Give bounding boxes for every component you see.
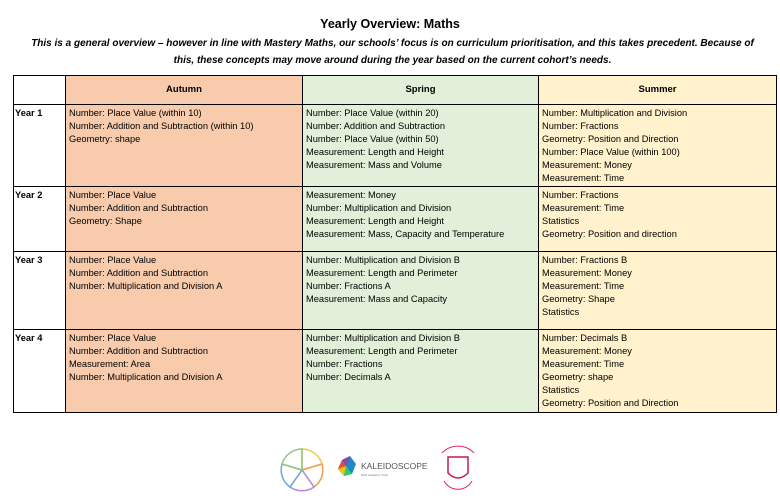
topic: Number: Multiplication and Division B [306,333,460,344]
topic: Number: Fractions [542,190,619,201]
page-subtitle: This is a general overview – however in line with Mastery Maths, our schools’ focus is on curriculum prioritisation, and this takes precedent. Because of this, these concepts may move around during the year based on the current cohort’s needs. [31,38,754,66]
topic: Number: Addition and Subtraction [306,120,446,131]
topic: Geometry: Position and Direction [542,397,679,408]
st-martins-school-logo [442,446,474,489]
autumn-cell [66,187,303,252]
topic: Measurement: Mass and Capacity [306,294,448,305]
topic: Number: Addition and Subtraction [69,346,209,357]
topic: Geometry: Shape [542,294,615,305]
year-label: Year 4 [14,330,66,412]
topic: Number: Multiplication and Division [306,203,452,214]
spring-cell [303,187,539,252]
topic: Number: Addition and Subtraction (within 10) [69,120,254,131]
topic: Measurement: Length and Perimeter [306,346,458,357]
topic: Geometry: shape [542,372,614,383]
table-row [14,252,777,330]
svg-text:Multi Academy Trust: Multi Academy Trust [361,473,389,477]
topic: Measurement: Length and Height [306,216,444,227]
topic: Geometry: Position and Direction [542,133,679,144]
topic: Number: Addition and Subtraction [69,268,209,279]
table-row [14,187,777,252]
topic: Geometry: Position and direction [542,229,677,240]
topic: Measurement: Money [542,159,632,170]
topic: Measurement: Area [69,359,151,370]
spring-cell [303,252,539,330]
overview-table [13,75,777,413]
autumn-cell [66,330,303,412]
topic: Number: Multiplication and Division B [306,255,460,266]
topic: Measurement: Mass, Capacity and Temperature [306,229,505,240]
topic: Geometry: Shape [69,216,142,227]
summer-cell [539,330,777,412]
topic: Number: Fractions [542,120,619,131]
topic: Number: Place Value (within 100) [542,146,680,157]
page-title: Yearly Overview: Maths [320,17,460,31]
topic: Number: Place Value (within 10) [69,108,202,118]
topic: Number: Place Value [69,255,157,266]
topic: Number: Decimals A [306,372,391,383]
kaleidoscope-logo [338,456,428,477]
topic: Measurement: Length and Height [306,146,444,157]
topic: Measurement: Money [306,190,396,201]
header-spring: Spring [303,76,539,105]
logos [278,445,508,495]
topic: Number: Fractions [306,359,383,370]
year-label: Year 3 [14,252,66,330]
spring-cell [303,105,539,187]
summer-cell [539,252,777,330]
summer-cell [539,105,777,187]
topic: Number: Place Value (within 20) [306,108,439,118]
topic: Statistics [542,385,580,396]
header-summer: Summer [539,76,777,105]
spring-cell [303,330,539,412]
summer-cell [539,187,777,252]
topic: Measurement: Money [542,346,632,357]
topic: Measurement: Length and Perimeter [306,268,458,279]
curriculum-wheel-logo [281,449,323,491]
topic: Number: Multiplication and Division A [69,281,223,292]
table-row [14,330,777,412]
topic: Statistics [542,307,580,318]
svg-text:KALEIDOSCOPE: KALEIDOSCOPE [361,461,428,471]
topic: Number: Place Value (within 50) [306,133,439,144]
topic: Number: Decimals B [542,333,628,344]
topic: Number: Multiplication and Division [542,108,688,118]
year-label: Year 1 [14,105,66,187]
topic: Number: Place Value [69,190,157,201]
autumn-cell [66,105,303,187]
topic: Number: Fractions A [306,281,391,292]
topic: Number: Fractions B [542,255,628,266]
topic: Number: Place Value [69,333,157,344]
topic: Number: Multiplication and Division A [69,372,223,383]
autumn-cell [66,252,303,330]
topic: Measurement: Time [542,281,625,292]
topic: Number: Addition and Subtraction [69,203,209,214]
topic: Geometry: shape [69,133,141,144]
header-autumn: Autumn [66,76,303,105]
header-row [14,76,777,105]
topic: Measurement: Time [542,172,625,183]
topic: Measurement: Time [542,359,625,370]
year-label: Year 2 [14,187,66,252]
topic: Statistics [542,216,580,227]
topic: Measurement: Mass and Volume [306,159,442,170]
table-row [14,105,777,187]
topic: Measurement: Money [542,268,632,279]
topic: Measurement: Time [542,203,625,214]
header-blank [14,76,66,105]
